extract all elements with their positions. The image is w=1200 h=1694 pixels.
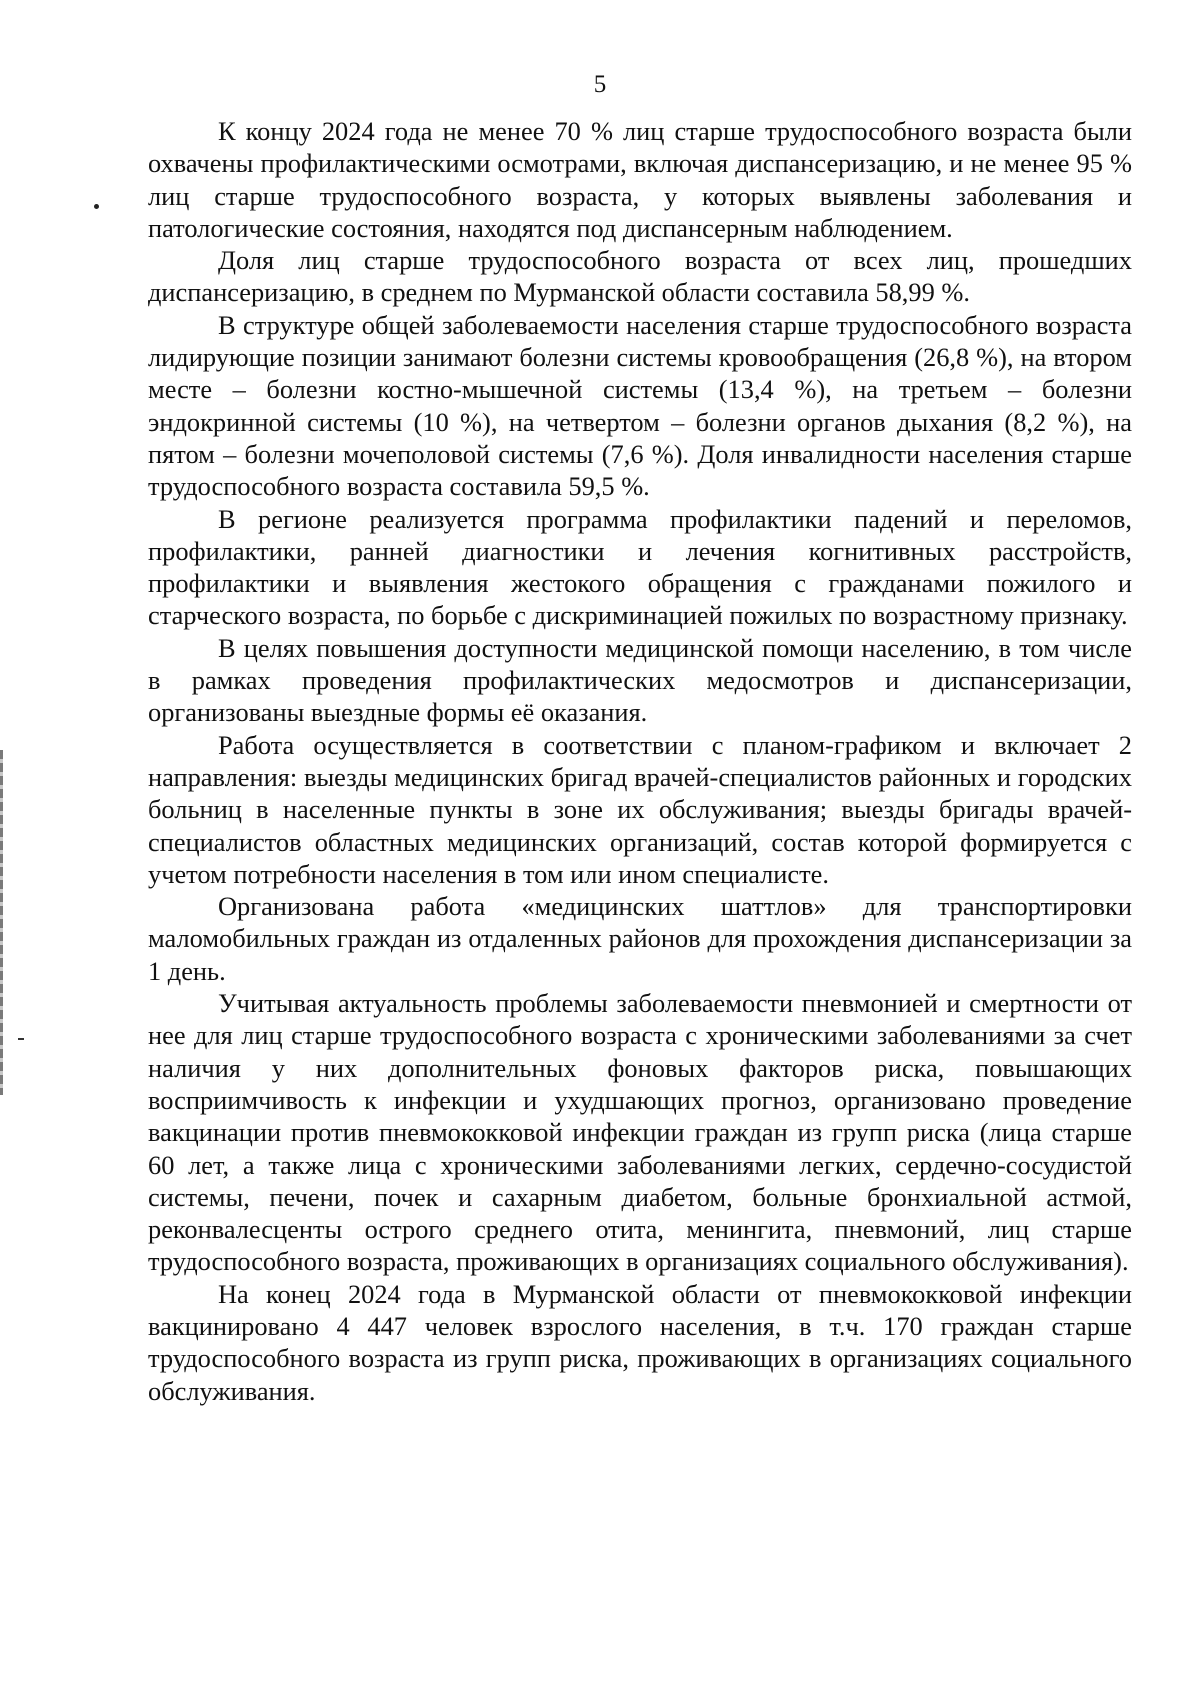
page-number: 5 <box>593 71 607 98</box>
paragraph-prevention-program: В регионе реализуется программа профилактики падений и переломов, профилактики, ранней диагностики и лечения когнитивных расстройств, профилактики и выявления жестокого обращения с гражданами пожилого и старческого возраста, по борьбе с дискриминацией пожилых по возрастному признаку. <box>148 503 1132 631</box>
scan-edge-artifact <box>0 750 3 1095</box>
paragraph-vaccination-results: На конец 2024 года в Мурманской области от пневмококковой инфекции вакцинировано 4 447 человек взрослого населения, в т.ч. 170 граждан старше трудоспособного возраста из групп риска, проживающих в организациях социального обслуживания. <box>148 1278 1132 1406</box>
paragraph-dispensary-share: Доля лиц старше трудоспособного возраста от всех лиц, прошедших диспансеризацию, в среднем по Мурманской области составила 58,99 %. <box>148 245 1132 308</box>
paragraph-work-schedule: Работа осуществляется в соответствии с планом-графиком и включает 2 направления: выезды медицинских бригад врачей-специалистов районных и городских больниц в населенные пункты в зоне их обслуживания; выезды бригады врачей-специалистов областных медицинских организаций, состав которой формируется с учетом потребности населения в том или ином специалисте. <box>148 729 1132 889</box>
paragraph-pneumonia-vaccination: Учитывая актуальность проблемы заболеваемости пневмонией и смертности от нее для лиц старше трудоспособного возраста с хроническими заболеваниями за счет наличия у них дополнительных фоновых факторов риска, повышающих восприимчивость к инфекции и ухудшающих прогноз, организовано проведение вакцинации против пневмококковой инфекции граждан из групп риска (лица старше 60 лет, а также лица с хроническими заболеваниями легких, сердечно-сосудистой системы, печени, почек и сахарным диабетом, больные бронхиальной астмой, реконвалесценты острого среднего отита, менингита, пневмоний, лиц старше трудоспособного возраста, проживающих в организациях социального обслуживания). <box>148 988 1132 1277</box>
margin-mark <box>94 204 99 209</box>
paragraph-morbidity-structure: В структуре общей заболеваемости населения старше трудоспособного возраста лидирующие позиции занимают болезни системы кровообращения (26,8 %), на втором месте – болезни костно-мышечной системы (13,4 %), на третьем – болезни эндокринной системы (10 %), на четвертом – болезни органов дыхания (8,2 %), на пятом – болезни мочеполовой системы (7,6 %). Доля инвалидности населения старше трудоспособного возраста составила 59,5 %. <box>148 309 1132 502</box>
paragraph-medical-shuttles: Организована работа «медицинских шаттлов» для транспортировки маломобильных граждан из отдаленных районов для прохождения диспансеризации за 1 день. <box>148 891 1132 986</box>
body-text <box>148 115 1132 1407</box>
paragraph-outreach-forms: В целях повышения доступности медицинской помощи населению, в том числе в рамках проведения профилактических медосмотров и диспансеризации, организованы выездные формы её оказания. <box>148 632 1132 728</box>
margin-mark <box>18 1038 24 1040</box>
paragraph-prophylactic-exams: К концу 2024 года не менее 70 % лиц старше трудоспособного возраста были охвачены профилактическими осмотрами, включая диспансеризацию, и не менее 95 % лиц старше трудоспособного возраста, у которых выявлены заболевания и патологические состояния, находятся под диспансерным наблюдением. <box>148 116 1132 243</box>
